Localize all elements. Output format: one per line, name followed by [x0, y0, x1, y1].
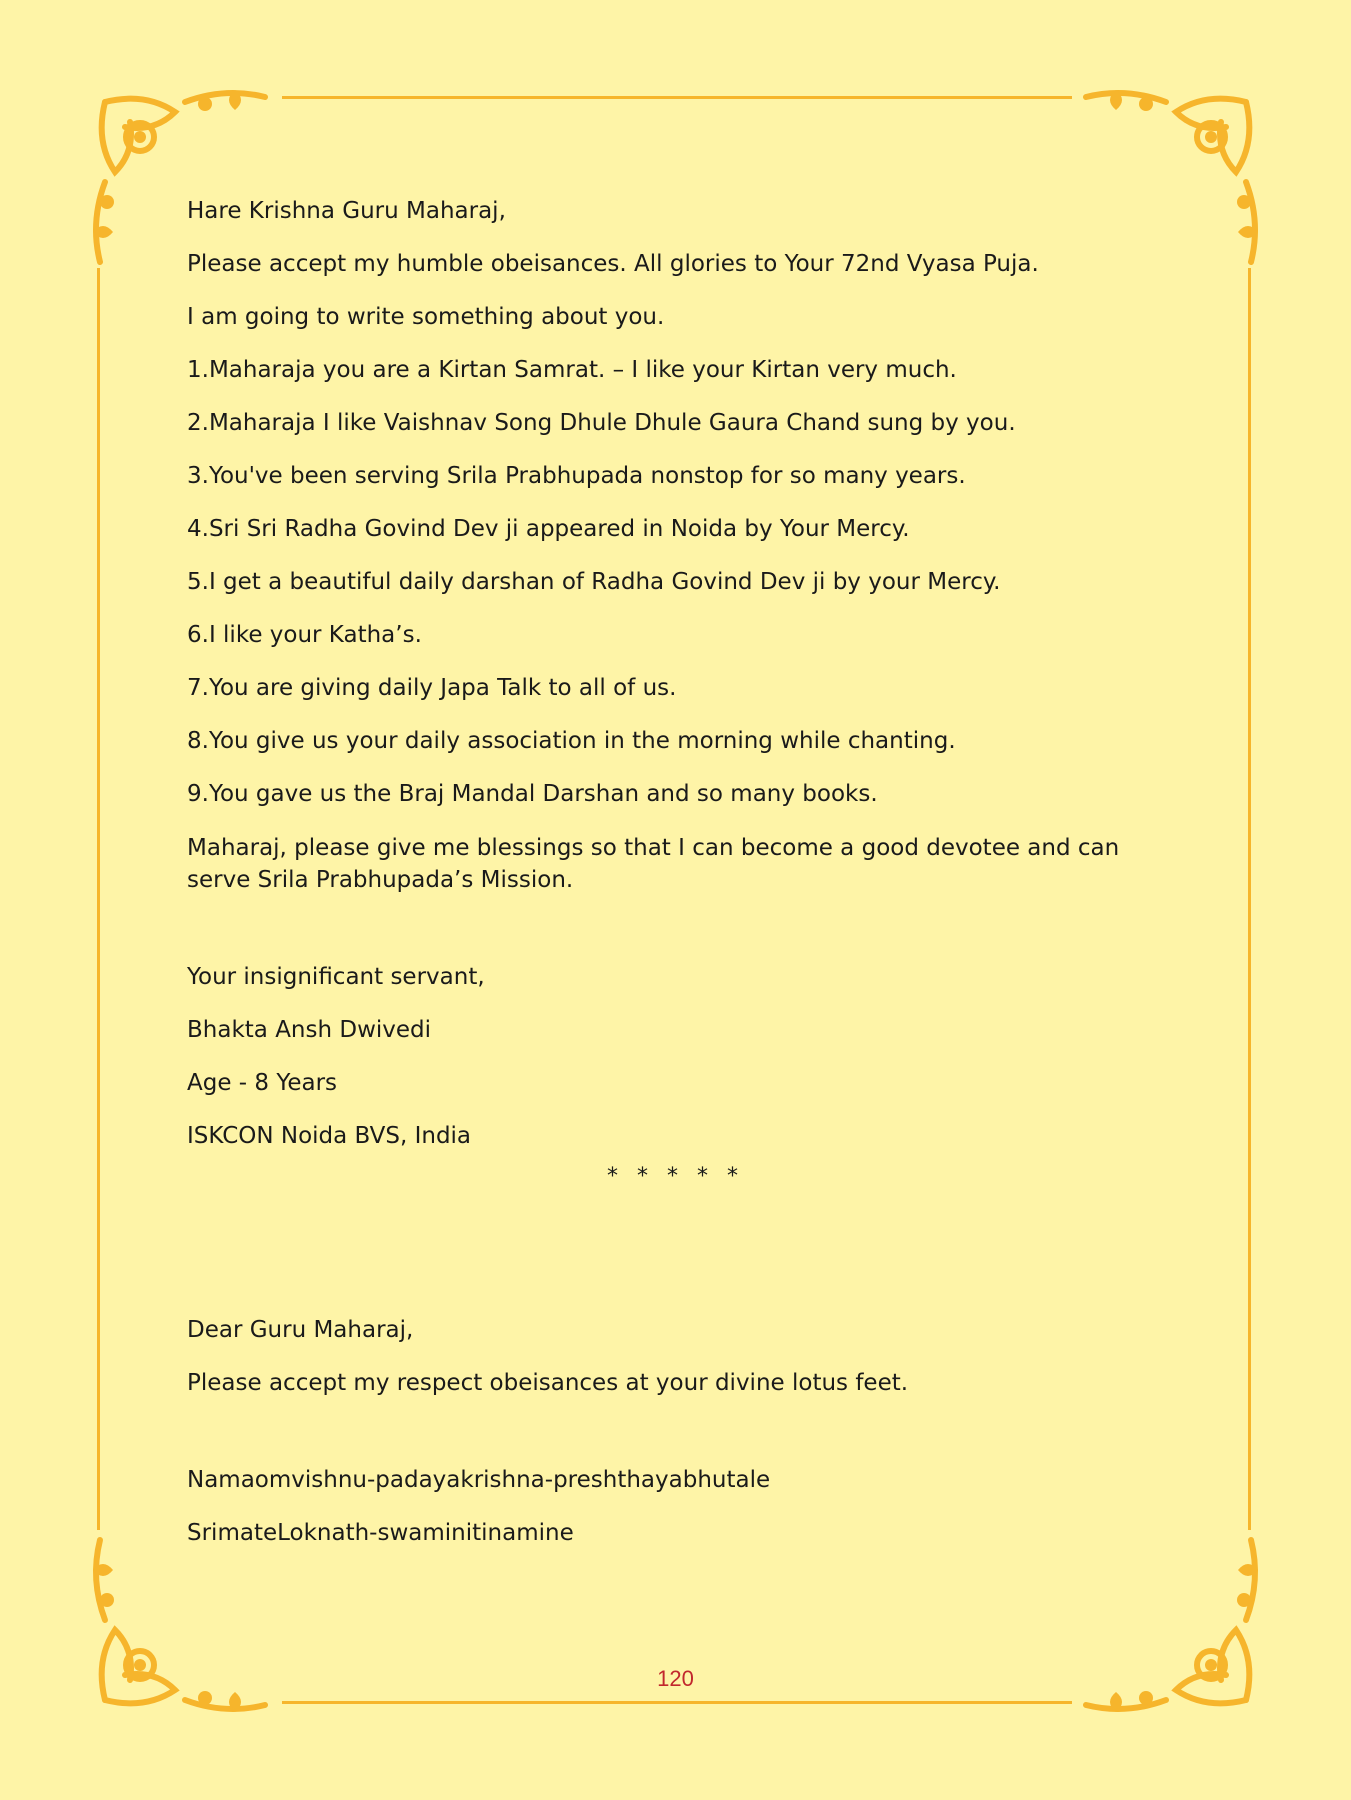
letter1-age: Age - 8 Years	[187, 1070, 338, 1096]
letter1-list-item: 3.You've been serving Srila Prabhupada nonstop for so many years.	[187, 463, 966, 489]
page-number: 120	[657, 1666, 694, 1691]
verse-line: Namaomvishnu-padayakrishna-preshthayabhutale	[187, 1467, 771, 1493]
letter1-signature-name: Bhakta Ansh Dwivedi	[187, 1017, 432, 1043]
letter2-content	[187, 1315, 1187, 1571]
letter1-list-item: 1.Maharaja you are a Kirtan Samrat. – I like your Kirtan very much.	[187, 357, 957, 383]
verse-line: SrimateLoknath-swaminitinamine	[187, 1520, 574, 1546]
letter1-closing: Your insignificant servant,	[187, 964, 485, 990]
letter1-list-item: 5.I get a beautiful daily darshan of Radha Govind Dev ji by your Mercy.	[187, 569, 1001, 595]
letter2-salutation: Dear Guru Maharaj,	[187, 1317, 414, 1343]
section-separator: * * * * *	[607, 1164, 744, 1189]
border-right-line	[1248, 268, 1251, 1530]
letter-content	[187, 196, 1187, 1174]
letter1-list-item: 8.You give us your daily association in the morning while chanting.	[187, 728, 956, 754]
letter1-blessing: Maharaj, please give me blessings so that I can become a good devotee and can serve Srila Prabhupada’s Mission.	[187, 835, 1120, 893]
spacer	[187, 918, 1187, 962]
spacer	[187, 1421, 1187, 1465]
letter1-paragraph: Please accept my humble obeisances. All glories to Your 72nd Vyasa Puja.	[187, 251, 1039, 277]
letter1-list-item: 9.You gave us the Braj Mandal Darshan and so many books.	[187, 781, 878, 807]
letter2-intro: Please accept my respect obeisances at your divine lotus feet.	[187, 1370, 909, 1396]
letter1-salutation: Hare Krishna Guru Maharaj,	[187, 198, 506, 224]
letter1-paragraph: I am going to write something about you.	[187, 304, 665, 330]
border-left-line	[97, 268, 100, 1530]
letter1-list-item: 7.You are giving daily Japa Talk to all of us.	[187, 675, 677, 701]
letter1-location: ISKCON Noida BVS, India	[187, 1123, 472, 1149]
border-top-line	[282, 96, 1072, 99]
border-bottom-line	[282, 1701, 1072, 1704]
letter1-list-item: 6.I like your Katha’s.	[187, 622, 422, 648]
letter1-list-item: 4.Sri Sri Radha Govind Dev ji appeared in Noida by Your Mercy.	[187, 516, 910, 542]
letter1-list-item: 2.Maharaja I like Vaishnav Song Dhule Dhule Gaura Chand sung by you.	[187, 410, 1016, 436]
